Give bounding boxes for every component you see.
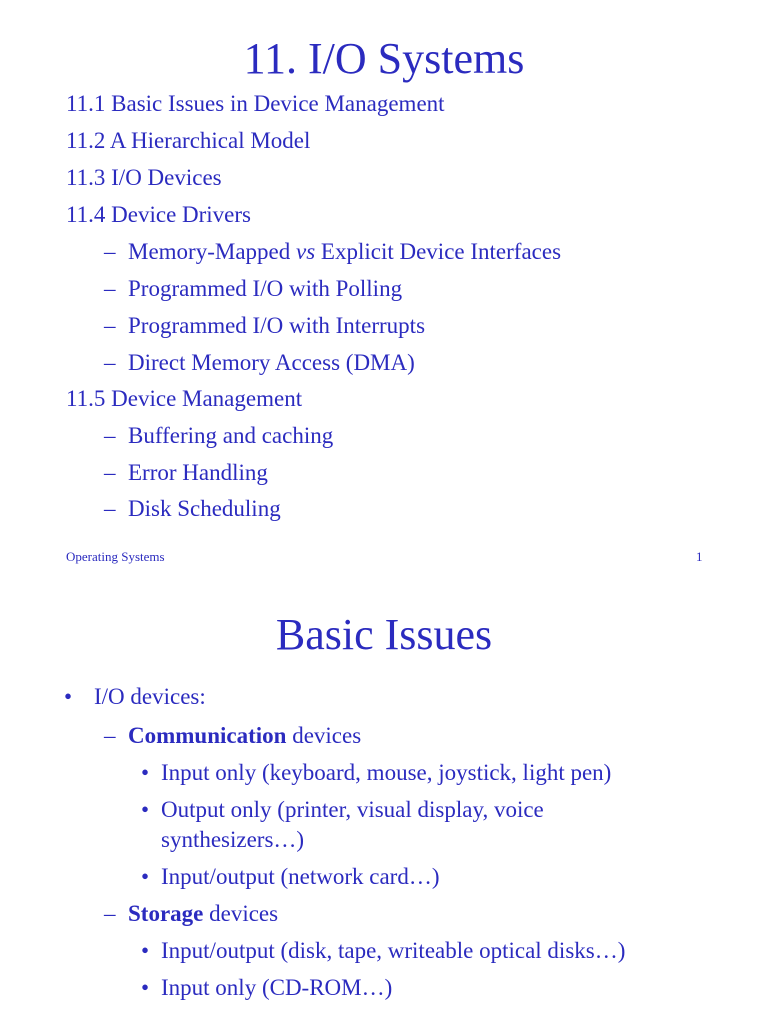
dash-marker: – xyxy=(104,239,116,264)
footer-course-name: Operating Systems xyxy=(66,549,165,564)
subitem-polling-text: Programmed I/O with Polling xyxy=(128,276,403,301)
dash-marker: – xyxy=(104,460,116,485)
bullet-marker: • xyxy=(141,975,150,1000)
dash-marker: – xyxy=(104,901,116,926)
slide-1-title: 11. I/O Systems xyxy=(243,34,525,83)
dash-marker: – xyxy=(104,723,116,748)
slide-2 xyxy=(0,580,768,1024)
subitem-buffering-text: Buffering and caching xyxy=(128,423,334,448)
section-11-4: 11.4 Device Drivers xyxy=(66,202,251,227)
subitem-disk-scheduling xyxy=(104,496,281,521)
bullet-marker: • xyxy=(141,797,150,822)
comm-input-only xyxy=(141,760,612,785)
subitem-memory-mapped-text: Memory-Mapped vs Explicit Device Interfaces xyxy=(128,239,562,264)
storage-input-output-text: Input/output (disk, tape, writeable optical disks…) xyxy=(161,938,626,963)
section-11-1: 11.1 Basic Issues in Device Management xyxy=(66,91,445,116)
subitem-polling xyxy=(104,276,403,301)
dash-marker: – xyxy=(104,276,116,301)
storage-input-only-text: Input only (CD-ROM…) xyxy=(161,975,393,1000)
bullet-io-devices-text: I/O devices: xyxy=(94,684,206,709)
bullet-marker: • xyxy=(141,760,150,785)
subitem-dma xyxy=(104,350,415,375)
subitem-buffering xyxy=(104,423,334,448)
subitem-memory-mapped xyxy=(104,239,562,264)
comm-input-only-text: Input only (keyboard, mouse, joystick, light pen) xyxy=(161,760,612,785)
comm-input-output xyxy=(141,864,440,889)
footer-page-number: 1 xyxy=(696,549,703,564)
subitem-interrupts-text: Programmed I/O with Interrupts xyxy=(128,313,426,338)
section-11-2: 11.2 A Hierarchical Model xyxy=(66,128,311,153)
storage-input-output xyxy=(141,938,626,963)
subitem-dma-text: Direct Memory Access (DMA) xyxy=(128,350,415,375)
comm-output-only xyxy=(141,797,544,822)
bullet-marker: • xyxy=(141,864,150,889)
bullet-marker: • xyxy=(64,684,73,709)
dash-marker: – xyxy=(104,496,116,521)
subitem-error-handling xyxy=(104,460,268,485)
subitem-error-handling-text: Error Handling xyxy=(128,460,268,485)
comm-output-only-text: Output only (printer, visual display, voice xyxy=(161,797,544,822)
comm-output-only-cont: synthesizers…) xyxy=(161,827,305,852)
dash-marker: – xyxy=(104,350,116,375)
section-11-3: 11.3 I/O Devices xyxy=(66,165,222,190)
dash-marker: – xyxy=(104,423,116,448)
bullet-marker: • xyxy=(141,938,150,963)
subitem-interrupts xyxy=(104,313,426,338)
slide-2-title: Basic Issues xyxy=(275,610,493,659)
section-11-5: 11.5 Device Management xyxy=(66,386,303,411)
subitem-disk-scheduling-text: Disk Scheduling xyxy=(128,496,281,521)
subitem-communication-text: Communication devices xyxy=(128,723,362,748)
storage-input-only xyxy=(141,975,393,1000)
subitem-communication xyxy=(104,723,362,748)
dash-marker: – xyxy=(104,313,116,338)
comm-input-output-text: Input/output (network card…) xyxy=(161,864,440,889)
subitem-storage xyxy=(104,901,279,926)
subitem-storage-text: Storage devices xyxy=(128,901,279,926)
bullet-io-devices xyxy=(64,684,206,709)
